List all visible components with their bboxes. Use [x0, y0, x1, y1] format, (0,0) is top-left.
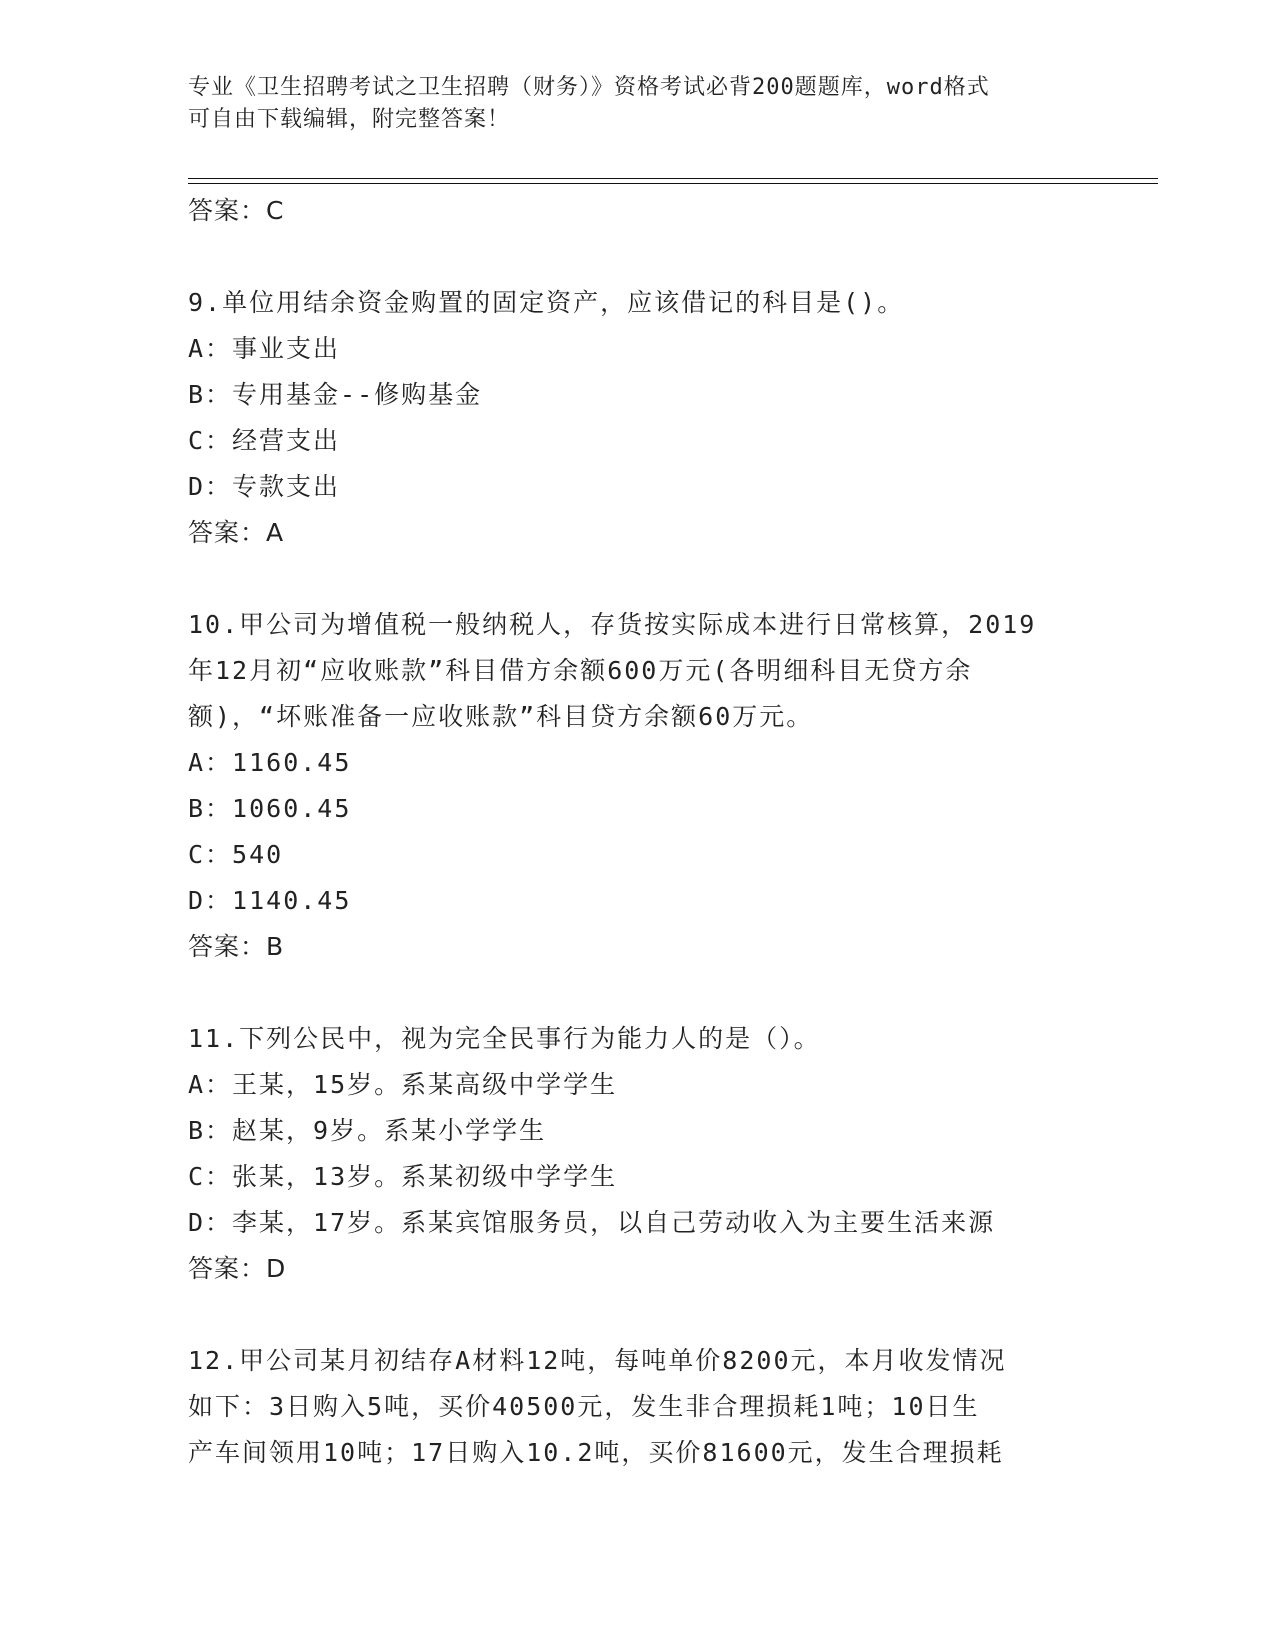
- option-c: C：张某，13岁。系某初级中学学生: [188, 1162, 618, 1191]
- header-divider-top: [188, 178, 1158, 179]
- question-stem-line: 额)，“坏账准备一应收账款”科目贷方余额60万元。: [188, 702, 814, 731]
- spacer: [188, 970, 1088, 1016]
- answer-line: 答案：D: [188, 1254, 287, 1283]
- option-d: D：专款支出: [188, 472, 341, 501]
- option-a: A：1160.45: [188, 748, 352, 777]
- spacer: [188, 556, 1088, 602]
- answer-line: 答案：C: [188, 196, 285, 225]
- question-block: [188, 1016, 1088, 1292]
- header-line-2: 可自由下载编辑，附完整答案！: [188, 107, 511, 132]
- option-b: B：赵某，9岁。系某小学学生: [188, 1116, 547, 1145]
- question-stem: 9.单位用结余资金购置的固定资产，应该借记的科目是()。: [188, 288, 905, 317]
- option-c: C：540: [188, 840, 284, 869]
- question-stem: 11.下列公民中，视为完全民事行为能力人的是（）。: [188, 1024, 821, 1053]
- spacer: [188, 1292, 1088, 1338]
- question-stem-line: 产车间领用10吨；17日购入10.2吨，买价81600元，发生合理损耗: [188, 1438, 1004, 1467]
- document-header: [188, 72, 1068, 136]
- answer-line: 答案：B: [188, 932, 285, 961]
- header-divider-bottom: [188, 183, 1158, 184]
- question-block: [188, 1338, 1088, 1476]
- option-b: B：专用基金--修购基金: [188, 380, 483, 409]
- option-c: C：经营支出: [188, 426, 341, 455]
- answer-line: 答案：A: [188, 518, 285, 547]
- option-d: D：李某，17岁。系某宾馆服务员，以自己劳动收入为主要生活来源: [188, 1208, 996, 1237]
- option-a: A：事业支出: [188, 334, 341, 363]
- option-a: A：王某，15岁。系某高级中学学生: [188, 1070, 618, 1099]
- question-stem-line: 如下：3日购入5吨，买价40500元，发生非合理损耗1吨；10日生: [188, 1392, 980, 1421]
- question-list: [188, 188, 1088, 1476]
- header-line-1: 专业《卫生招聘考试之卫生招聘（财务）》资格考试必背200题题库，word格式: [188, 75, 990, 100]
- question-stem-line: 12.甲公司某月初结存A材料12吨，每吨单价8200元，本月收发情况: [188, 1346, 1007, 1375]
- option-d: D：1140.45: [188, 886, 352, 915]
- question-stem-line: 10.甲公司为增值税一般纳税人，存货按实际成本进行日常核算，2019: [188, 610, 1037, 639]
- spacer: [188, 234, 1088, 280]
- question-block: [188, 602, 1088, 970]
- question-stem-line: 年12月初“应收账款”科目借方余额600万元(各明细科目无贷方余: [188, 656, 973, 685]
- question-block: [188, 280, 1088, 556]
- option-b: B：1060.45: [188, 794, 352, 823]
